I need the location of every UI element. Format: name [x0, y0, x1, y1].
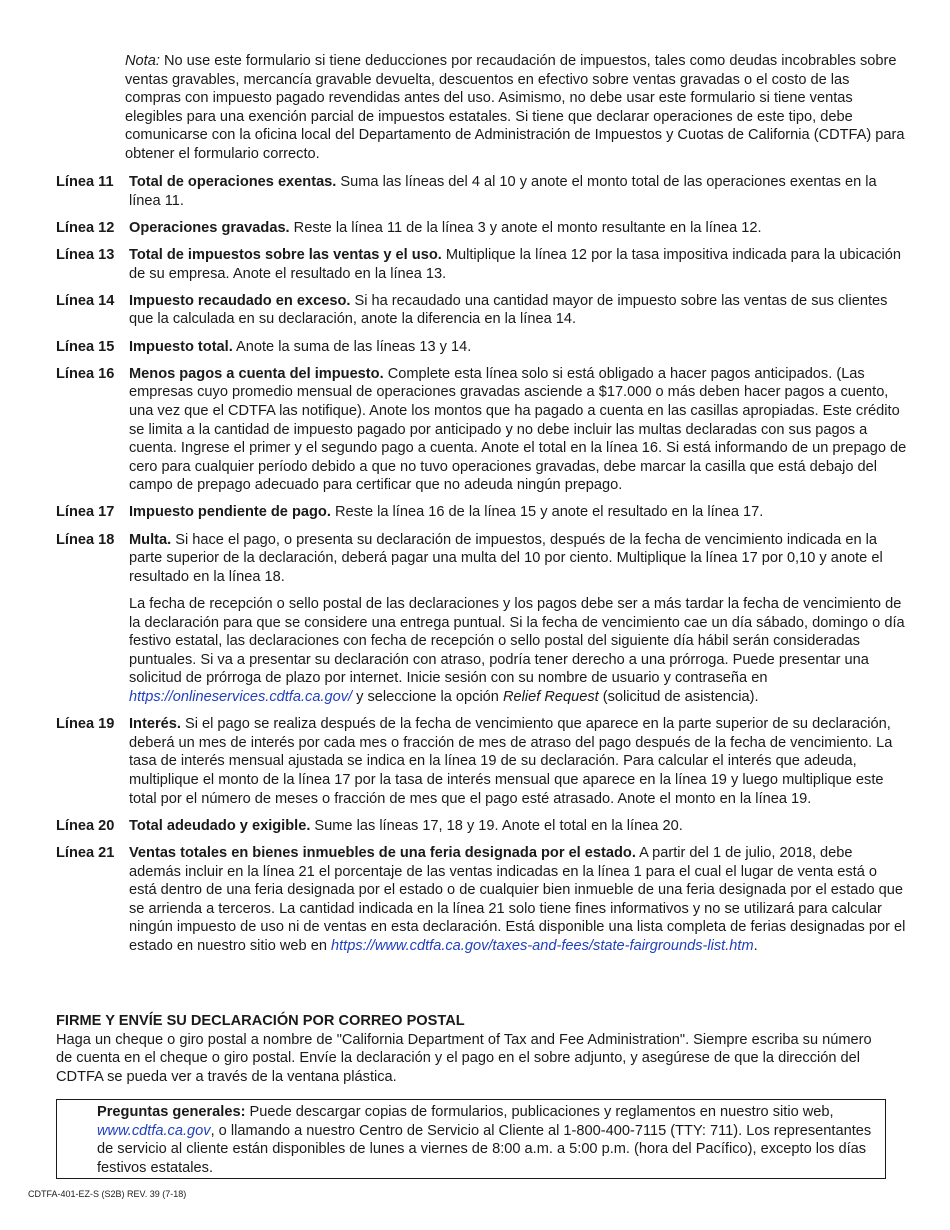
line-number: Línea 15: [56, 338, 115, 355]
nota-paragraph: [125, 52, 905, 164]
nota-label: Nota:: [125, 53, 160, 69]
linea-19: [56, 715, 908, 808]
line-number: Línea 11: [56, 174, 114, 190]
line-title: Operaciones gravadas.: [129, 219, 290, 236]
linea-12: [56, 219, 908, 238]
linea-13: [56, 246, 908, 283]
line-number: Línea 18: [56, 531, 115, 548]
online-services-link[interactable]: https://onlineservices.cdtfa.ca.gov/: [129, 689, 353, 705]
line-number: Línea 19: [56, 716, 115, 733]
linea-15: [56, 338, 908, 357]
line-title: Menos pagos a cuenta del impuesto.: [129, 365, 384, 382]
line-text: Anote la suma de las líneas 13 y 14.: [232, 338, 472, 355]
nota-text: No use este formulario si tiene deducciones por recaudación de impuestos, tales como deudas incobrables sobre ventas gravables, mercancía gravable devuelta, descuentos en efectivo sobre ventas gravadas o el costo de las compras con impuesto pagado revendidas antes del uso. Asimismo, no debe usar este formulario si tiene ventas elegibles para una exención parcial de impuestos estatales. Si tiene que declarar operaciones de este tipo, debe comunicarse con la oficina local del Departamento de Administración de Impuestos y Cuotas de California (CDTFA) para obtener el formulario correcto.: [125, 53, 905, 162]
linea-11: [56, 173, 908, 210]
line-title: Interés.: [129, 716, 181, 733]
line-text-end: .: [753, 937, 758, 954]
line-title: Impuesto pendiente de pago.: [129, 504, 331, 521]
line-title: Total de operaciones exentas.: [129, 174, 337, 190]
fairgrounds-list-link[interactable]: https://www.cdtfa.ca.gov/taxes-and-fees/state-fairgrounds-list.htm: [331, 937, 754, 954]
cdtfa-website-link[interactable]: www.cdtfa.ca.gov: [97, 1122, 211, 1139]
general-questions-box: [56, 1099, 886, 1179]
line-number: Línea 12: [56, 219, 115, 236]
linea-17: [56, 503, 908, 522]
line-title: Total adeudado y exigible.: [129, 817, 311, 834]
linea-20: [56, 817, 908, 836]
line-text: Multiplique la línea 12 por la tasa impositiva indicada para la ubicación de su empresa. Anote el resultado en la línea 13.: [129, 246, 901, 282]
line-instructions: [56, 173, 908, 964]
linea-14: [56, 292, 908, 329]
line-number: Línea 16: [56, 365, 115, 382]
general-questions-text: Puede descargar copias de formularios, publicaciones y reglamentos en nuestro sitio web,: [245, 1104, 834, 1120]
line-number: Línea 13: [56, 246, 115, 263]
line-title: Impuesto recaudado en exceso.: [129, 292, 351, 309]
line-text: Reste la línea 16 de la línea 15 y anote el resultado en la línea 17.: [330, 504, 764, 521]
line-text: Suma las líneas del 4 al 10 y anote el monto total de las operaciones exentas en la línea 11.: [129, 174, 877, 209]
sign-and-mail-section: [56, 1012, 886, 1086]
section-heading: FIRME Y ENVÍE SU DECLARACIÓN POR CORREO POSTAL: [56, 1013, 465, 1029]
relief-request-term: Relief Request: [502, 689, 599, 705]
line-title: Total de impuestos sobre las ventas y el uso.: [129, 246, 442, 263]
line-number: Línea 17: [56, 504, 115, 521]
form-footer-code: CDTFA-401-EZ-S (S2B) REV. 39 (7-18): [28, 1189, 187, 1199]
line-text: Si ha recaudado una cantidad mayor de impuesto sobre las ventas de sus clientes que la calculada en su declaración, anote la diferencia en la línea 14.: [129, 292, 888, 328]
line-text: Sume las líneas 17, 18 y 19. Anote el total en la línea 20.: [310, 817, 683, 834]
line-number: Línea 20: [56, 817, 115, 834]
linea-18: [56, 531, 908, 707]
deadline-text-end: (solicitud de asistencia).: [598, 689, 759, 705]
line-title: Impuesto total.: [129, 338, 233, 355]
general-questions-text-end: , o llamando a nuestro Centro de Servicio al Cliente al 1-800-400-7115 (TTY: 711). Los representantes de servicio al cliente están disponibles de lunes a viernes de 8:00 a.m. a 5:00 p.m. (hora del Pacífico), excepto los días festivos estatales.: [97, 1122, 872, 1176]
deadline-text-mid: y seleccione la opción: [352, 689, 503, 705]
line-title: Multa.: [129, 531, 172, 548]
line-number: Línea 21: [56, 844, 115, 861]
general-questions-label: Preguntas generales:: [97, 1104, 246, 1120]
line-text: Si hace el pago, o presenta su declaración de impuestos, después de la fecha de vencimiento indicada en la parte superior de la declaración, deberá pagar una multa del 10 por ciento. Multiplique la línea 17 por 0,10 y anote el resultado en la línea 18.: [129, 531, 883, 585]
linea-21: [56, 844, 908, 956]
line-text: Si el pago se realiza después de la fecha de vencimiento que aparece en la parte superior de su declaración, deberá un mes de interés por cada mes o fracción de mes de atraso del pago después de la fecha de vencimiento. La tasa de interés mensual ajustada se indica en la línea 19 de su declaración. Para calcular el interés que adeuda, multiplique el monto de la línea 17 por la tasa de interés mensual que aparece en la línea 19 y luego multiplique este total por el número de meses o fracción de mes que el pago esté atrasado. Anote el monto en la línea 19.: [129, 716, 893, 807]
line-text: Reste la línea 11 de la línea 3 y anote el monto resultante en la línea 12.: [289, 219, 762, 236]
line-number: Línea 14: [56, 292, 115, 309]
line-title: Ventas totales en bienes inmuebles de una feria designada por el estado.: [129, 844, 636, 861]
line-text: A partir del 1 de julio, 2018, debe además incluir en la línea 21 el porcentaje de las ventas indicadas en la línea 1 para el cual el lugar de venta está o está dentro de una feria designada por el estado o de cualquier bien inmueble de una feria designada por el estado que se arrienda a terceros. La cantidad indicada en la línea 21 solo tiene fines informativos y no se utilizará para calcular ningún impuesto de uso ni de ventas en esta declaración. Está disponible una lista completa de ferias designadas por el estado en nuestro sitio web en: [129, 844, 906, 954]
linea-16: [56, 365, 908, 495]
deadline-paragraph: [129, 595, 908, 707]
deadline-text: La fecha de recepción o sello postal de las declaraciones y los pagos debe ser a más tardar la fecha de vencimiento de la declaración para que se considere una entrega puntual. Si la fecha de vencimiento cae un día sábado, domingo o día festivo estatal, las declaraciones con fecha de recepción o sello postal del siguiente día hábil serán consideradas puntuales. Si va a presentar su declaración con atraso, podría tener derecho a una prórroga. Puede presentar una solicitud de prórroga de plazo por internet. Inicie sesión con su nombre de usuario y contraseña en: [129, 596, 905, 687]
section-text: Haga un cheque o giro postal a nombre de "California Department of Tax and Fee Administration". Siempre escriba su número de cuenta en el cheque o giro postal. Envíe la declaración y el pago en el sobre adjunto, y asegúrese de que la dirección del CDTFA se pueda ver a través de la ventana plástica.: [56, 1031, 872, 1085]
line-text: Complete esta línea solo si está obligado a hacer pagos anticipados. (Las empresas cuyo promedio mensual de operaciones gravadas asciende a $17.000 o más deben hacer pagos a cuento, una vez que el CDTFA las notifique). Anote los montos que ha pagado a cuenta en las casillas apropiadas. Este crédito se limita a la cantidad de impuesto pagado por anticipado y no debe incluir las multas declaradas con sus pagos a cuenta. Ingrese el primer y el segundo pago a cuenta. Anote el total en la línea 16. Si está informando de un prepago de cero para cualquier período debido a que no tuvo operaciones gravadas, debe marcar la casilla que está debajo del campo de prepago adecuado para certificar que no adeuda ningún prepago.: [129, 365, 907, 494]
